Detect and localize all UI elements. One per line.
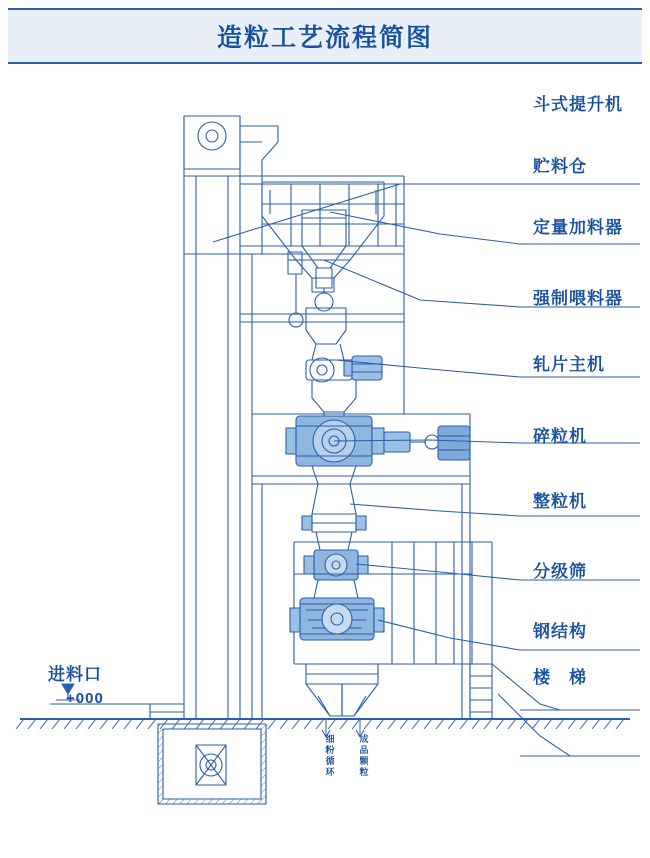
- volumetric-feeder: [288, 210, 346, 327]
- staircase: [470, 542, 492, 719]
- label-elevation: +000: [66, 690, 104, 707]
- storage-hopper: [262, 182, 384, 292]
- bucket-elevator: [150, 116, 278, 719]
- ground-line: [16, 719, 630, 729]
- label-steel-structure: 钢结构: [533, 622, 587, 641]
- label-classifying-screen: 分级筛: [533, 562, 587, 581]
- label-fines-recycle: 细 粉 循 环: [325, 734, 335, 777]
- roller-compactor: [252, 414, 470, 484]
- label-roller-compactor: 轧片主机: [533, 355, 605, 374]
- title-bar: [8, 8, 642, 64]
- label-bucket-elevator: 斗式提升机: [533, 95, 623, 114]
- label-volumetric-feeder: 定量加料器: [533, 218, 623, 237]
- label-storage-hopper: 贮料仓: [533, 157, 587, 176]
- label-finished-granules: 成 品 颗 粒: [359, 734, 369, 777]
- label-crusher: 碎粒机: [533, 427, 587, 446]
- force-feeder: [306, 308, 382, 428]
- crusher: [302, 484, 366, 550]
- label-sizing-machine: 整粒机: [533, 492, 587, 511]
- label-staircase: 楼 梯: [533, 668, 587, 687]
- elevator-pit: [158, 724, 266, 804]
- label-feed-inlet: 进料口: [48, 665, 102, 684]
- page-title: 造粒工艺流程简图: [216, 24, 433, 52]
- steel-structure-top: [184, 176, 404, 254]
- label-force-feeder: 强制喂料器: [533, 289, 623, 308]
